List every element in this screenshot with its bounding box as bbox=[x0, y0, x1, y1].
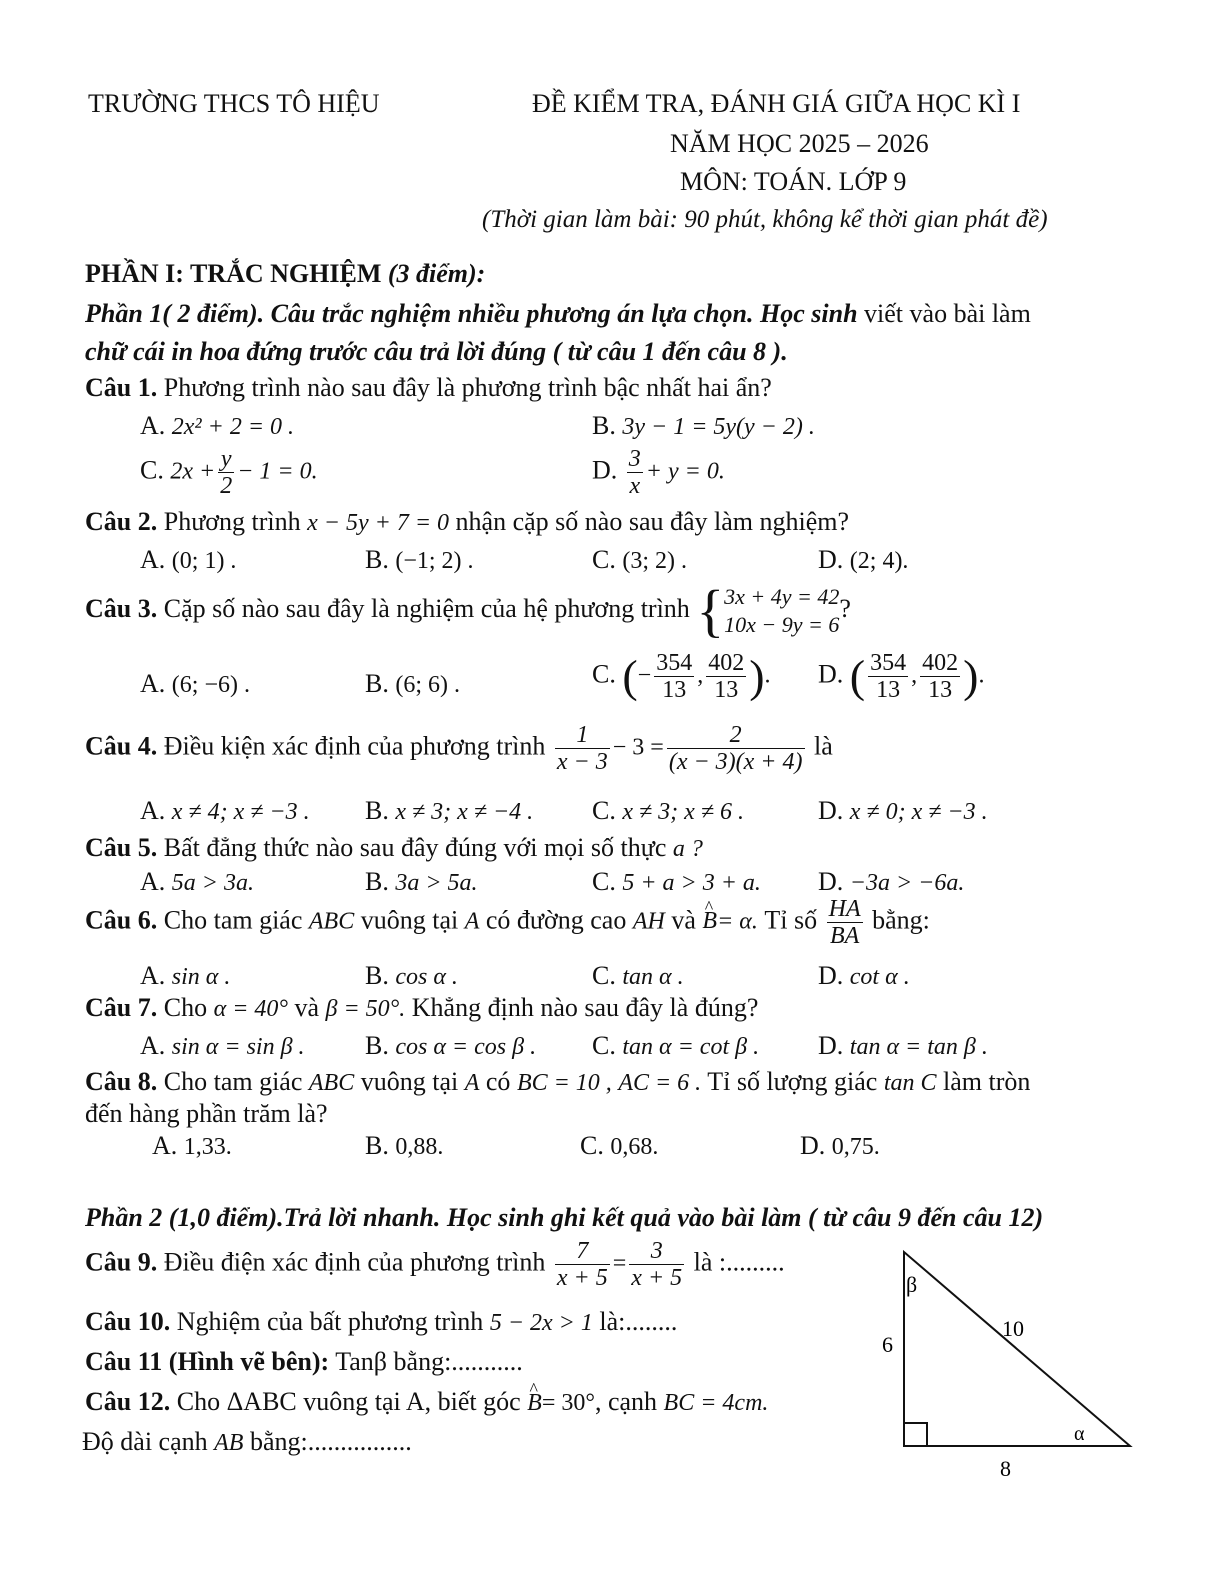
q2-c-value: (3; 2) . bbox=[622, 548, 687, 574]
q12-text1: Cho ΔABC vuông tại A, biết góc bbox=[176, 1387, 521, 1416]
option-letter: D. bbox=[818, 796, 844, 825]
q1-b-expr: 3y − 1 = 5y(y − 2) . bbox=[622, 414, 815, 440]
q10-label: Câu 10. bbox=[85, 1307, 171, 1336]
q2-d-value: (2; 4). bbox=[849, 548, 909, 574]
q12-ab: AB bbox=[214, 1430, 244, 1456]
option-letter: A. bbox=[140, 961, 166, 990]
q6-option-a[interactable] bbox=[140, 960, 230, 993]
q8-option-d[interactable] bbox=[800, 1130, 880, 1163]
q3-option-d[interactable]: D. ( $\frac{354}{13}$ , $\frac{402}{13}$ ). bbox=[818, 650, 985, 703]
q4-label: Câu 4. bbox=[85, 731, 158, 761]
q12-answer-blank: bằng:................ bbox=[249, 1427, 412, 1456]
q7-option-b[interactable] bbox=[365, 1030, 536, 1063]
option-letter: B. bbox=[365, 961, 389, 990]
q12-angle-b: ^ B bbox=[527, 1387, 542, 1419]
q5-d-value: −3a > −6a. bbox=[849, 870, 965, 896]
option-letter: D. bbox=[818, 545, 844, 574]
triangle-figure bbox=[880, 1240, 1160, 1490]
q5-var: a ? bbox=[672, 836, 703, 862]
q6-c-value: tan α . bbox=[622, 964, 684, 990]
q10-stem bbox=[85, 1306, 677, 1339]
part1-instruction-line1 bbox=[85, 298, 1031, 330]
side-hyp-label: 10 bbox=[1002, 1316, 1024, 1341]
q4-option-c[interactable] bbox=[592, 795, 744, 828]
q6-ratio: $\frac{HA}{BA}$ bbox=[828, 896, 861, 949]
q4-a-value: x ≠ 4; x ≠ −3 . bbox=[171, 799, 310, 825]
q12-bc: BC = 4cm. bbox=[663, 1390, 769, 1416]
q2-text2: nhận cặp số nào sau đây làm nghiệm? bbox=[455, 507, 850, 536]
q6-option-c[interactable] bbox=[592, 960, 684, 993]
q8-text1: Cho tam giác bbox=[163, 1067, 303, 1096]
q12-stem bbox=[85, 1386, 768, 1419]
subject: MÔN: TOÁN. LỚP 9 bbox=[680, 167, 907, 196]
q7-and: và bbox=[294, 993, 320, 1022]
q8-bc: BC = 10 , bbox=[516, 1070, 612, 1096]
q8-b-value: 0,88. bbox=[395, 1134, 444, 1160]
q5-option-d[interactable] bbox=[818, 866, 964, 899]
option-letter: C. bbox=[592, 796, 616, 825]
q3-c-frac1: $\frac{354}{13}$ bbox=[656, 650, 693, 703]
q3-system: 3x + 4y = 42 10x − 9y = 6 bbox=[724, 584, 840, 637]
q5-text: Bất đẳng thức nào sau đây đúng với mọi số thực bbox=[163, 833, 667, 862]
q5-option-c[interactable] bbox=[592, 866, 761, 899]
q3-label: Câu 3. bbox=[85, 593, 158, 623]
q6-text3: có đường cao bbox=[485, 905, 627, 935]
q6-option-d[interactable] bbox=[818, 960, 910, 993]
q8-text3: có bbox=[485, 1067, 511, 1096]
q2-b-value: (−1; 2) . bbox=[395, 548, 474, 574]
q1-option-d[interactable] bbox=[592, 446, 725, 499]
q8-a-value: 1,33. bbox=[183, 1134, 232, 1160]
q6-d-value: cot α . bbox=[849, 964, 910, 990]
q8-tanc: tan C bbox=[883, 1070, 937, 1096]
q11-label: Câu 11 (Hình vẽ bên): bbox=[85, 1347, 330, 1376]
q7-option-d[interactable] bbox=[818, 1030, 988, 1063]
q4-option-a[interactable] bbox=[140, 795, 310, 828]
q5-option-a[interactable] bbox=[140, 866, 254, 899]
right-angle-mark bbox=[904, 1423, 927, 1446]
time-note: (Thời gian làm bài: 90 phút, không kể thời gian phát đề) bbox=[482, 206, 1048, 233]
q1-d-fraction: $\frac{3}{x}$ bbox=[628, 446, 641, 499]
q3-option-c[interactable]: C. (− $\frac{354}{13}$ , $\frac{402}{13}$ ). bbox=[592, 650, 771, 703]
part1-instr-rest: viết vào bài làm bbox=[857, 299, 1031, 328]
option-letter: A. bbox=[140, 545, 166, 574]
q7-option-a[interactable] bbox=[140, 1030, 305, 1063]
q2-option-b[interactable] bbox=[365, 544, 474, 577]
q4-end: là bbox=[814, 731, 833, 761]
q8-abc: ABC bbox=[308, 1070, 355, 1096]
part1-instruction-line2: chữ cái in hoa đứng trước câu trả lời đúng ( từ câu 1 đến câu 8 ). bbox=[85, 337, 788, 366]
option-letter: D. bbox=[818, 961, 844, 990]
q8-label: Câu 8. bbox=[85, 1067, 158, 1096]
q6-angle-b: ^ B bbox=[702, 905, 717, 937]
q6-ah: AH bbox=[632, 908, 665, 935]
q1-c-part2: − 1 = 0. bbox=[237, 458, 318, 485]
option-letter: D. bbox=[818, 1031, 844, 1060]
q8-d-value: 0,75. bbox=[831, 1134, 880, 1160]
q2-text1: Phương trình bbox=[163, 507, 301, 536]
option-letter: C. bbox=[580, 1131, 604, 1160]
q5-c-value: 5 + a > 3 + a. bbox=[622, 870, 761, 896]
q1-stem bbox=[85, 372, 772, 404]
q9-answer-blank: là :......... bbox=[693, 1247, 785, 1277]
option-letter: D. bbox=[818, 867, 844, 896]
q5-label: Câu 5. bbox=[85, 833, 158, 862]
q10-inequality: 5 − 2x > 1 bbox=[489, 1310, 593, 1336]
q1-option-a[interactable] bbox=[140, 410, 294, 443]
q9-equals: = bbox=[612, 1250, 627, 1277]
q3-d-frac2: $\frac{402}{13}$ bbox=[922, 650, 959, 703]
option-letter: D. bbox=[800, 1131, 826, 1160]
q12-label: Câu 12. bbox=[85, 1387, 171, 1416]
q9-frac1: $\frac{7}{x + 5}$ bbox=[556, 1238, 608, 1291]
q5-stem bbox=[85, 832, 703, 865]
q6-a-value: sin α . bbox=[171, 964, 231, 990]
option-letter: A. bbox=[140, 867, 166, 896]
q7-a-value: sin α = sin β . bbox=[171, 1034, 305, 1060]
q4-frac2: $\frac{2}{(x - 3)(x + 4)}$ bbox=[668, 722, 803, 775]
q1-d-part2: + y = 0. bbox=[645, 458, 725, 485]
alpha-label: α bbox=[1074, 1423, 1085, 1445]
q2-equation: x − 5y + 7 = 0 bbox=[307, 510, 450, 536]
q2-option-d[interactable] bbox=[818, 544, 908, 577]
q6-text1: Cho tam giác bbox=[163, 905, 303, 935]
q7-text2: Khẳng định nào sau đây là đúng? bbox=[411, 993, 759, 1022]
option-letter: C. bbox=[592, 867, 616, 896]
q3-qmark: ? bbox=[839, 593, 851, 623]
q6-text6: bằng: bbox=[872, 905, 930, 935]
option-letter: B. bbox=[365, 796, 389, 825]
q7-text1: Cho bbox=[163, 993, 208, 1022]
exam-title: ĐỀ KIỂM TRA, ĐÁNH GIÁ GIỮA HỌC KÌ I bbox=[532, 89, 1021, 118]
part1-instr-italic: Phần 1( 2 điểm). Câu trắc nghiệm nhiều phương án lựa chọn. Học sinh bbox=[85, 299, 858, 328]
q1-c-fraction: $\frac{y}{2}$ bbox=[220, 446, 233, 499]
option-letter: C. bbox=[592, 961, 616, 990]
q6-text5: Tỉ số bbox=[764, 905, 818, 935]
q7-alpha: α = 40° bbox=[213, 996, 288, 1022]
q12-text2: , cạnh bbox=[594, 1387, 658, 1416]
q8-stem-line2: đến hàng phần trăm là? bbox=[85, 1099, 328, 1128]
q1-option-c[interactable] bbox=[140, 446, 318, 499]
q4-stem bbox=[85, 722, 833, 775]
school-year: NĂM HỌC 2025 – 2026 bbox=[670, 129, 929, 158]
option-letter: A. bbox=[140, 669, 166, 698]
q6-eq-alpha: = α. bbox=[717, 908, 758, 935]
option-letter: A. bbox=[140, 1031, 166, 1060]
option-letter: C. bbox=[592, 545, 616, 574]
q8-text4: Tỉ số lượng giác bbox=[707, 1067, 878, 1096]
part1-heading bbox=[85, 258, 485, 290]
part1-points: (3 điểm): bbox=[387, 259, 486, 288]
triangle-outline bbox=[904, 1252, 1130, 1446]
q7-label: Câu 7. bbox=[85, 993, 158, 1022]
q5-option-b[interactable] bbox=[365, 866, 478, 899]
q11-text: Tanβ bằng:........... bbox=[335, 1347, 523, 1376]
q11-stem bbox=[85, 1346, 523, 1378]
option-letter: B. bbox=[365, 1031, 389, 1060]
q12-angle-value: = 30° bbox=[541, 1390, 595, 1416]
q7-d-value: tan α = tan β . bbox=[849, 1034, 988, 1060]
q7-beta: β = 50°. bbox=[325, 996, 406, 1022]
school-name: TRƯỜNG THCS TÔ HIỆU bbox=[88, 89, 380, 118]
system-brace: { bbox=[696, 578, 725, 643]
q8-c-value: 0,68. bbox=[610, 1134, 659, 1160]
option-letter: B. bbox=[365, 669, 389, 698]
q6-option-b[interactable] bbox=[365, 960, 458, 993]
part1-title: PHẦN I: TRẮC NGHIỆM bbox=[85, 259, 382, 288]
side-bottom-label: 8 bbox=[1000, 1456, 1011, 1481]
q8-option-b[interactable] bbox=[365, 1130, 443, 1163]
q2-stem bbox=[85, 506, 849, 539]
q3-b-value: (6; 6) . bbox=[395, 672, 460, 698]
q7-stem bbox=[85, 992, 758, 1025]
q1-a-expr: 2x² + 2 = 0 . bbox=[171, 414, 295, 440]
option-letter: C. bbox=[592, 659, 616, 689]
q1-c-part1: 2x + bbox=[170, 458, 216, 485]
q1-option-b[interactable] bbox=[592, 410, 815, 443]
q9-text: Điều điện xác định của phương trình bbox=[163, 1247, 546, 1277]
q1-label: Câu 1. bbox=[85, 373, 158, 402]
option-letter: A. bbox=[140, 796, 166, 825]
q7-option-c[interactable] bbox=[592, 1030, 759, 1063]
side-left-label: 6 bbox=[882, 1332, 893, 1357]
option-letter: B. bbox=[365, 545, 389, 574]
q10-text: Nghiệm của bất phương trình bbox=[176, 1307, 484, 1336]
q4-b-value: x ≠ 3; x ≠ −4 . bbox=[395, 799, 534, 825]
q3-option-a[interactable] bbox=[140, 668, 250, 701]
q4-option-b[interactable] bbox=[365, 795, 533, 828]
q8-text2: vuông tại bbox=[360, 1067, 459, 1096]
q2-option-c[interactable] bbox=[592, 544, 687, 577]
q7-c-value: tan α = cot β . bbox=[622, 1034, 760, 1060]
q2-option-a[interactable] bbox=[140, 544, 236, 577]
option-letter: A. bbox=[140, 411, 166, 440]
q6-b-value: cos α . bbox=[395, 964, 458, 990]
q8-text5: làm tròn bbox=[943, 1067, 1031, 1096]
q4-mid: − 3 = bbox=[612, 734, 664, 761]
option-letter: C. bbox=[592, 1031, 616, 1060]
q5-b-value: 3a > 5a. bbox=[395, 870, 478, 896]
q1-text: Phương trình nào sau đây là phương trình bậc nhất hai ẩn? bbox=[163, 373, 772, 402]
q8-ac: AC = 6 . bbox=[618, 1070, 702, 1096]
q9-stem bbox=[85, 1238, 785, 1291]
q3-c-frac2: $\frac{402}{13}$ bbox=[708, 650, 745, 703]
q10-answer-blank: là:........ bbox=[599, 1307, 678, 1336]
q8-option-a[interactable] bbox=[152, 1130, 232, 1163]
q6-text2: vuông tại bbox=[360, 905, 459, 935]
q5-a-value: 5a > 3a. bbox=[171, 870, 254, 896]
option-letter: B. bbox=[592, 411, 616, 440]
beta-label: β bbox=[906, 1272, 918, 1297]
option-letter: C. bbox=[140, 455, 164, 485]
option-letter: A. bbox=[152, 1131, 178, 1160]
option-letter: D. bbox=[592, 455, 618, 485]
q3-a-value: (6; −6) . bbox=[171, 672, 250, 698]
q4-c-value: x ≠ 3; x ≠ 6 . bbox=[622, 799, 744, 825]
option-letter: B. bbox=[365, 1131, 389, 1160]
q12-line2-a: Độ dài cạnh bbox=[82, 1427, 208, 1456]
q2-a-value: (0; 1) . bbox=[171, 548, 237, 574]
q8-stem bbox=[85, 1066, 1030, 1099]
q6-text4: và bbox=[671, 905, 696, 935]
q8-vertex-a: A bbox=[464, 1070, 480, 1096]
q4-option-d[interactable] bbox=[818, 795, 988, 828]
q3-option-b[interactable] bbox=[365, 668, 460, 701]
q6-vertex-a: A bbox=[464, 908, 480, 935]
q9-frac2: $\frac{3}{x + 5}$ bbox=[631, 1238, 683, 1291]
part2-title: Phần 2 (1,0 điểm).Trả lời nhanh. Học sinh ghi kết quả vào bài làm ( từ câu 9 đến câu 12) bbox=[85, 1203, 1044, 1232]
q2-label: Câu 2. bbox=[85, 507, 158, 536]
q9-label: Câu 9. bbox=[85, 1247, 158, 1277]
q12-stem-line2 bbox=[82, 1426, 412, 1459]
q6-stem bbox=[85, 896, 930, 949]
option-letter: B. bbox=[365, 867, 389, 896]
q3-stem bbox=[85, 578, 851, 643]
q4-text: Điều kiện xác định của phương trình bbox=[163, 731, 546, 761]
option-letter: D. bbox=[818, 659, 844, 689]
q3-d-frac1: $\frac{354}{13}$ bbox=[870, 650, 907, 703]
q6-abc: ABC bbox=[308, 908, 355, 935]
q6-label: Câu 6. bbox=[85, 905, 158, 935]
q8-option-c[interactable] bbox=[580, 1130, 658, 1163]
q4-d-value: x ≠ 0; x ≠ −3 . bbox=[849, 799, 988, 825]
q3-text: Cặp số nào sau đây là nghiệm của hệ phương trình bbox=[163, 593, 690, 623]
q4-frac1: $\frac{1}{x - 3}$ bbox=[556, 722, 608, 775]
q7-b-value: cos α = cos β . bbox=[395, 1034, 537, 1060]
